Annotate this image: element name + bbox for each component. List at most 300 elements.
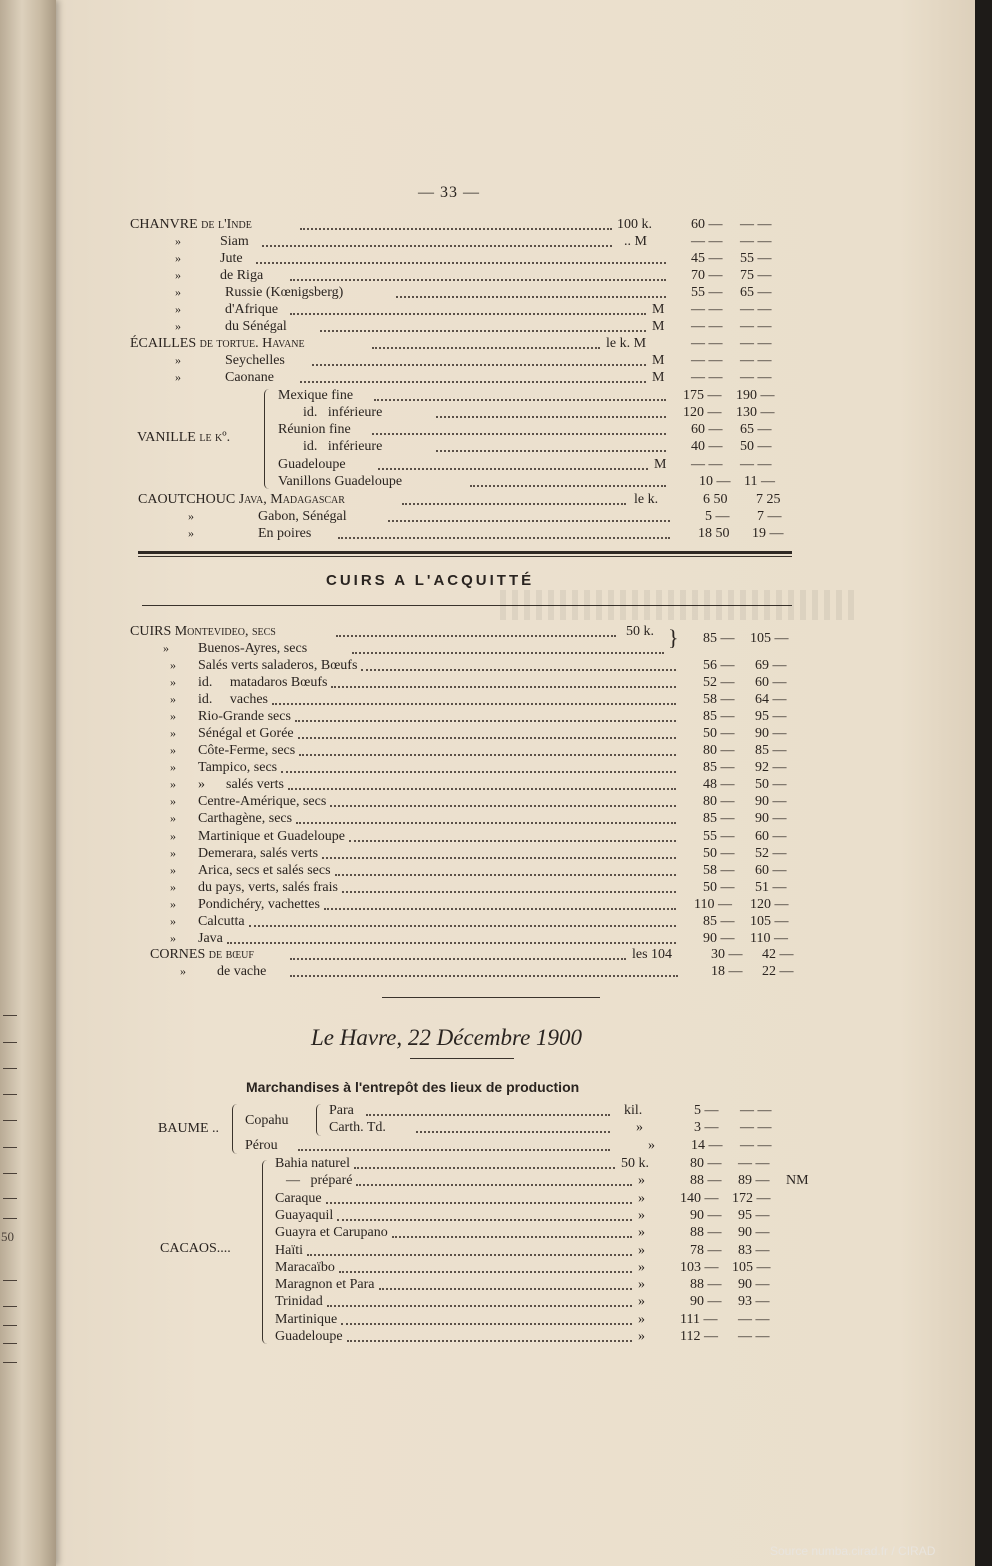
section-subtitle: Marchandises à l'entrepôt des lieux de production — [246, 1079, 580, 1095]
row-label: Guadeloupe — [275, 1329, 343, 1344]
section-title: Le Havre, 22 Décembre 1900 — [311, 1025, 583, 1050]
dot-leader — [366, 1114, 610, 1116]
price-high: — — — [740, 319, 772, 334]
price-high: — — — [738, 1156, 770, 1171]
price-low: 90 — — [690, 1207, 722, 1223]
price-high: 93 — — [738, 1294, 770, 1310]
dot-leader — [320, 330, 646, 332]
row-label: Rio-Grande secs — [198, 709, 291, 725]
dot-leader — [227, 942, 676, 944]
price-high: 60 — — [755, 862, 787, 878]
ditto-mark: » — [170, 862, 176, 877]
ditto-mark: » — [170, 879, 176, 894]
row-label: » salés verts — [198, 777, 284, 793]
price-high: 69 — — [755, 658, 787, 673]
row-unit: M — [652, 370, 665, 385]
price-low: 58 — — [703, 692, 735, 708]
price-low: 50 — — [703, 726, 735, 742]
dot-leader — [470, 485, 666, 487]
price-high: 90 — — [755, 726, 787, 742]
dot-leader — [341, 1323, 632, 1325]
row-label: id. matadaros Bœufs — [198, 675, 328, 691]
dot-leader — [379, 1288, 632, 1290]
ditto-mark: » — [188, 526, 194, 540]
price-low: 78 — — [690, 1242, 722, 1258]
row-unit: » — [638, 1207, 645, 1223]
brace — [232, 1104, 239, 1154]
row-label: En poires — [258, 526, 312, 541]
price-low: 50 — — [703, 845, 735, 861]
brace — [316, 1104, 323, 1136]
price-low: 56 — — [703, 658, 735, 673]
edge-mark — [3, 1173, 17, 1174]
dot-leader — [388, 520, 670, 522]
edge-mark — [3, 1306, 17, 1307]
row-label: Martinique — [275, 1311, 338, 1327]
dot-leader — [281, 771, 676, 773]
price-high: — — — [740, 353, 772, 368]
row-label: Carth. Td. — [329, 1120, 386, 1135]
price-high: — — — [740, 1138, 772, 1153]
ditto-mark: » — [175, 251, 181, 265]
ditto-mark: » — [188, 509, 194, 523]
row-unit: » — [638, 1173, 645, 1189]
price-low: — — — [691, 336, 723, 351]
section-divider — [410, 1058, 514, 1059]
edge-mark — [3, 1343, 17, 1344]
price-high: — — — [740, 336, 772, 351]
row-label: id. inférieure — [303, 405, 383, 420]
price-low: 70 — — [691, 268, 723, 283]
row-label: CORNES de bœuf — [150, 947, 254, 962]
ditto-mark: » — [170, 930, 176, 945]
row-label: Vanillons Guadeloupe — [278, 474, 403, 489]
section-title: CUIRS A L'ACQUITTÉ — [326, 572, 535, 589]
row-label: Guayra et Carupano — [275, 1225, 388, 1241]
dot-leader — [330, 805, 676, 807]
section-divider — [138, 556, 792, 557]
price-low: 14 — — [691, 1138, 723, 1153]
price-high: 95 — — [755, 709, 787, 725]
price-low: — — — [691, 457, 723, 472]
ditto-mark: » — [170, 896, 176, 911]
price-low: 120 — — [683, 405, 722, 420]
price-low: 140 — — [680, 1190, 719, 1206]
row-label: CHANVRE de l'Inde — [130, 217, 252, 232]
row-label: Buenos-Ayres, secs — [198, 641, 308, 656]
row-label: — préparé — [286, 1173, 353, 1189]
dot-leader — [324, 908, 676, 910]
dot-leader — [288, 788, 676, 790]
price-high: 92 — — [755, 760, 787, 776]
dot-leader — [336, 635, 616, 637]
price-high: 105 — — [750, 631, 789, 646]
price-high: — — — [740, 457, 772, 472]
ditto-mark: » — [175, 302, 181, 316]
show-through-texture — [500, 590, 860, 620]
edge-mark — [3, 1325, 17, 1326]
price-high: 120 — — [750, 896, 789, 912]
price-high: — — — [740, 234, 772, 249]
price-low: 88 — — [690, 1225, 722, 1241]
row-label: Salés verts saladeros, Bœufs — [198, 658, 358, 673]
ditto-mark: » — [175, 319, 181, 333]
row-unit: 50 k. — [626, 624, 654, 639]
price-low: 112 — — [680, 1329, 718, 1344]
ditto-mark: » — [170, 794, 176, 809]
dot-leader — [298, 1149, 610, 1151]
row-unit: 50 k. — [621, 1156, 649, 1171]
price-low: 45 — — [691, 251, 723, 266]
brace-right: } — [668, 625, 679, 650]
row-label: Sénégal et Gorée — [198, 726, 294, 742]
price-high: 95 — — [738, 1207, 770, 1223]
row-unit: kil. — [624, 1103, 643, 1118]
price-low: — — — [691, 370, 723, 385]
dot-leader — [416, 1131, 610, 1133]
price-high: 64 — — [755, 692, 787, 708]
row-unit: » — [636, 1120, 643, 1135]
ditto-mark: » — [163, 641, 169, 655]
price-low: 85 — — [703, 913, 735, 929]
price-low: 88 — — [690, 1277, 722, 1293]
dot-leader — [295, 720, 676, 722]
price-low: 85 — — [703, 631, 735, 646]
row-label: du pays, verts, salés frais — [198, 879, 338, 895]
price-low: — — — [691, 319, 723, 334]
dot-leader — [272, 703, 676, 705]
dot-leader — [290, 279, 666, 281]
dot-leader — [436, 416, 666, 418]
dot-leader — [290, 958, 626, 960]
row-label: Maracaïbo — [275, 1259, 335, 1275]
row-label: Trinidad — [275, 1294, 323, 1310]
row-label: Maragnon et Para — [275, 1277, 375, 1293]
price-low: 18 — — [711, 964, 743, 979]
price-high: 7 — — [757, 509, 782, 524]
price-high: 89 — — [738, 1173, 770, 1189]
dot-leader — [342, 891, 676, 893]
row-label: Pondichéry, vachettes — [198, 896, 320, 912]
edge-mark — [3, 1218, 17, 1219]
dot-leader — [300, 228, 612, 230]
row-label: Centre-Amérique, secs — [198, 794, 327, 810]
edge-mark — [3, 1198, 17, 1199]
price-high: 105 — — [750, 913, 789, 929]
dot-leader — [249, 925, 676, 927]
price-high: 60 — — [755, 828, 787, 844]
brace — [262, 1160, 269, 1344]
price-high: 65 — — [740, 422, 772, 437]
price-high: 22 — — [762, 964, 794, 979]
price-low: 5 — — [705, 509, 730, 524]
row-unit: 100 k. — [617, 217, 652, 232]
price-high: 83 — — [738, 1242, 770, 1258]
price-high: 11 — — [744, 474, 775, 489]
row-label: Java — [198, 930, 223, 946]
price-low: 3 — — [694, 1120, 719, 1135]
edge-number: 50 — [1, 1229, 14, 1244]
price-high: 19 — — [752, 526, 784, 541]
price-low: 10 — — [699, 474, 731, 489]
row-unit: » — [638, 1329, 645, 1344]
brace — [264, 389, 271, 489]
edge-mark — [3, 1068, 17, 1069]
dot-leader — [372, 347, 600, 349]
dot-leader — [327, 1305, 632, 1307]
group-label: VANILLE le kº. — [137, 430, 231, 445]
edge-mark — [3, 1280, 17, 1281]
price-high: 42 — — [762, 947, 794, 962]
price-low: 52 — — [703, 675, 735, 691]
dot-leader — [436, 450, 666, 452]
dot-leader — [337, 1219, 632, 1221]
price-low: 175 — — [683, 388, 722, 403]
row-unit: M — [652, 319, 665, 334]
dot-leader — [312, 364, 646, 366]
section-divider — [382, 997, 600, 998]
row-label: Haïti — [275, 1242, 303, 1258]
dot-leader — [392, 1236, 632, 1238]
price-low: 90 — — [703, 930, 735, 946]
price-high: 52 — — [755, 845, 787, 861]
price-low: 90 — — [690, 1294, 722, 1310]
price-low: 88 — — [690, 1173, 722, 1189]
row-label: Guadeloupe — [278, 457, 346, 472]
row-unit: » — [638, 1242, 645, 1258]
dot-leader — [290, 975, 678, 977]
price-high: 172 — — [732, 1190, 771, 1206]
price-high: — — — [740, 370, 772, 385]
ditto-mark: » — [175, 234, 181, 248]
price-high: — — — [738, 1329, 770, 1344]
edge-mark — [3, 1147, 17, 1148]
row-label: de Riga — [220, 268, 264, 283]
price-low: 60 — — [691, 217, 723, 232]
row-label: CAOUTCHOUC Java, Madagascar — [138, 492, 345, 507]
ditto-mark: » — [170, 828, 176, 843]
price-high: — — — [738, 1311, 770, 1327]
price-high: 90 — — [755, 794, 787, 810]
price-high: 130 — — [736, 405, 775, 420]
dot-leader — [347, 1340, 632, 1342]
row-unit: M — [654, 457, 667, 472]
ditto-mark: » — [170, 760, 176, 775]
price-low: 80 — — [703, 743, 735, 759]
price-low: 48 — — [703, 777, 735, 793]
edge-mark — [3, 1362, 17, 1363]
row-unit: le k. M — [606, 336, 647, 351]
price-low: 5 — — [694, 1103, 719, 1118]
dot-leader — [262, 245, 612, 247]
dot-leader — [307, 1254, 632, 1256]
row-label: Para — [329, 1103, 354, 1118]
row-label: Caonane — [225, 370, 274, 385]
row-label: Seychelles — [225, 353, 285, 368]
row-label: Gabon, Sénégal — [258, 509, 347, 524]
row-unit: » — [638, 1294, 645, 1310]
row-unit: le k. — [634, 492, 659, 507]
row-unit: M — [652, 353, 665, 368]
row-label: Siam — [220, 234, 249, 249]
price-low: 40 — — [691, 439, 723, 454]
row-label: Calcutta — [198, 913, 245, 929]
dot-leader — [354, 1167, 615, 1169]
row-unit: .. M — [624, 234, 647, 249]
row-unit: » — [638, 1311, 645, 1327]
price-high: 110 — — [750, 930, 788, 946]
price-high: — — — [740, 217, 772, 232]
ditto-mark: » — [175, 353, 181, 367]
ditto-mark: » — [170, 777, 176, 792]
ditto-mark: » — [170, 675, 176, 690]
row-unit: » — [648, 1138, 655, 1153]
price-low: 85 — — [703, 709, 735, 725]
row-label: Guayaquil — [275, 1207, 334, 1223]
footer-source: Source numba.cirad.fr / CIRAD — [770, 1544, 936, 1558]
price-low: 55 — — [703, 828, 735, 844]
edge-mark — [3, 1094, 17, 1095]
row-unit: » — [638, 1225, 645, 1241]
price-low: 55 — — [691, 285, 723, 300]
dot-leader — [361, 669, 676, 671]
price-low: — — — [691, 353, 723, 368]
dot-leader — [402, 503, 626, 505]
row-label: du Sénégal — [225, 319, 287, 334]
dot-leader — [339, 1271, 632, 1273]
price-high: 50 — — [755, 777, 787, 793]
dot-leader — [396, 296, 666, 298]
price-low: 50 — — [703, 879, 735, 895]
dot-leader — [356, 1184, 632, 1186]
ditto-mark: » — [175, 268, 181, 282]
row-label: Demerara, salés verts — [198, 845, 319, 861]
price-high: 190 — — [736, 388, 775, 403]
row-label: Pérou — [245, 1138, 278, 1153]
row-label: Carthagène, secs — [198, 811, 293, 827]
dot-leader — [352, 652, 664, 654]
row-unit: » — [638, 1259, 645, 1275]
ditto-mark: » — [175, 285, 181, 299]
row-unit: » — [638, 1190, 645, 1206]
row-label: id. inférieure — [303, 439, 383, 454]
price-high: 65 — — [740, 285, 772, 300]
edge-mark — [3, 1015, 17, 1016]
dot-leader — [299, 754, 676, 756]
dot-leader — [296, 822, 676, 824]
row-unit: les 104 — [632, 947, 673, 962]
dot-leader — [326, 1202, 632, 1204]
price-high: 51 — — [755, 879, 787, 895]
dot-leader — [338, 537, 670, 539]
price-high: 90 — — [738, 1277, 770, 1293]
price-low: — — — [691, 234, 723, 249]
dot-leader — [322, 857, 676, 859]
row-label: Arica, secs et salés secs — [198, 862, 331, 878]
price-high: — — — [740, 1103, 772, 1118]
ditto-mark: » — [170, 658, 176, 672]
ditto-mark: » — [170, 743, 176, 758]
dot-leader — [372, 433, 666, 435]
row-label: d'Afrique — [225, 302, 279, 317]
price-low: 58 — — [703, 862, 735, 878]
ditto-mark: » — [175, 370, 181, 384]
row-label: Mexique fine — [278, 388, 354, 403]
edge-mark — [3, 1120, 17, 1121]
ditto-mark: » — [170, 913, 176, 928]
price-low: 85 — — [703, 811, 735, 827]
price-high: — — — [740, 1120, 772, 1135]
price-high: — — — [740, 302, 772, 317]
row-label: Jute — [220, 251, 243, 266]
price-high: 50 — — [740, 439, 772, 454]
section-divider — [138, 551, 792, 554]
dot-leader — [256, 262, 666, 264]
dot-leader — [349, 840, 676, 842]
ditto-mark: » — [170, 845, 176, 860]
price-low: 110 — — [694, 896, 732, 912]
price-high: 60 — — [755, 675, 787, 691]
row-unit: » — [638, 1277, 645, 1293]
row-label: Réunion fine — [278, 422, 351, 437]
ditto-mark: » — [170, 726, 176, 741]
row-label: Martinique et Guadeloupe — [198, 828, 345, 844]
row-extra: NM — [786, 1173, 809, 1189]
ditto-mark: » — [170, 709, 176, 724]
row-label: Côte-Ferme, secs — [198, 743, 296, 759]
price-low: 85 — — [703, 760, 735, 776]
price-low: 18 50 — [698, 526, 730, 541]
row-label: Caraque — [275, 1190, 322, 1206]
price-high: 90 — — [738, 1225, 770, 1241]
edge-mark — [3, 1042, 17, 1043]
row-label: id. vaches — [198, 692, 268, 708]
dot-leader — [298, 737, 676, 739]
price-high: 105 — — [732, 1259, 771, 1275]
price-low: 111 — — [680, 1311, 718, 1327]
price-low: 80 — — [690, 1156, 722, 1171]
subgroup-label: Copahu — [245, 1113, 289, 1128]
dot-leader — [374, 399, 666, 401]
price-low: 6 50 — [703, 492, 728, 507]
price-high: 75 — — [740, 268, 772, 283]
row-label: de vache — [217, 964, 267, 979]
group-label: CACAOS.... — [160, 1241, 231, 1256]
price-high: 7 25 — [756, 492, 781, 507]
ditto-mark: » — [170, 811, 176, 826]
row-label: Tampico, secs — [198, 760, 278, 776]
price-low: 80 — — [703, 794, 735, 810]
row-unit: M — [652, 302, 665, 317]
ditto-mark: » — [180, 964, 186, 978]
page-number: — 33 — — [418, 184, 480, 201]
previous-page-edge — [0, 0, 56, 1566]
price-high: 90 — — [755, 811, 787, 827]
row-label: ÉCAILLES de tortue. Havane — [130, 336, 305, 351]
price-high: 85 — — [755, 743, 787, 759]
group-label: BAUME .. — [158, 1121, 220, 1136]
row-label: Bahia naturel — [275, 1156, 351, 1171]
ditto-mark: » — [170, 692, 176, 707]
price-high: 55 — — [740, 251, 772, 266]
dot-leader — [290, 313, 646, 315]
row-label: CUIRS Montevideo, secs — [130, 624, 276, 639]
dot-leader — [335, 874, 676, 876]
dot-leader — [378, 468, 648, 470]
price-low: — — — [691, 302, 723, 317]
row-label: Russie (Kœnigsberg) — [225, 285, 344, 300]
price-low: 30 — — [711, 947, 743, 962]
